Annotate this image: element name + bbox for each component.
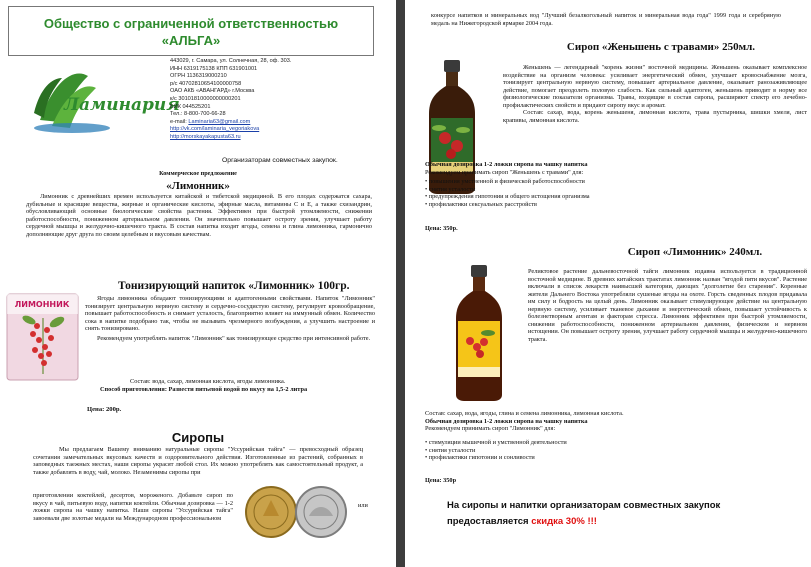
tonic-description-p2: Рекомендуем употреблять напиток "Лимонник" как тонизирующее средство при интенсивной работе.: [97, 334, 371, 342]
left-page: [0, 0, 396, 567]
limonnik-title: «Лимонник»: [166, 180, 230, 192]
organizers-note: Организаторам совместных закупок.: [222, 157, 338, 164]
ginseng-description: [503, 64, 807, 124]
list-item: • снятия усталости: [425, 186, 805, 194]
tonic-description-p1: Ягоды лимонника обладают тонизирующими и адаптогенными свойствами. Напиток "Лимонник" тонизирует центральную нервную систему и сердечно-сосудистую систему, регулирует кровообращение, повышает работоспособность и снимает усталость, благоприятно влияет на иммунный обмен. Количество сока в напитке подобрано так, чтобы не вызывать чрезмерного возбуждения, а улучшить настроение и снять тонизировано.: [85, 295, 375, 333]
contest-text: конкурсе напитков и минеральных вод "Лучший безалкогольный напиток и минеральная вода года" 1999 года и серебряную медаль на Нижегородской ярмарке 2004 года.: [431, 12, 781, 27]
site-link[interactable]: http://morskayakapusta63.ru: [170, 133, 241, 140]
list-item: • профилактики сексуальных расстройств: [425, 201, 805, 209]
company-header-box: [8, 6, 374, 56]
logo-text: Ламинария: [64, 95, 180, 115]
discount-line1: На сиропы и напитки организаторам совместных закупок: [447, 500, 721, 511]
email-line: [170, 119, 370, 127]
phone-line: Тел.: 8-800-700-66-28: [170, 111, 226, 118]
limonnik-syrup-title: Сироп «Лимонник» 240мл.: [627, 246, 763, 258]
ginseng-composition: Состав: сахар, вода, корень женьшеня, лимонная кислота, трава пустырника, шишки хмеля, лист крапивы, лимонная кислота.: [503, 109, 807, 124]
ginseng-description-p1: Женьшень — легендарный "корень жизни" восточной медицины. Женьшень оказывает комплексное воздействие на организм человека: усиливает энергетический обмен, улучшает кровоснабжение мозга, тонизирует центральную нервную систему, повышает артериальное давление, оказывает ранозаживляющее действие, помогает преодолеть половую слабость. Как сильный адаптоген, женьшень приводит в норму все физиологические показатели организма. Травы, входящие в состав сиропа, расширяют спектр его лечебно-профилактических свойств и придают сиропу вкус и аромат.: [503, 64, 807, 109]
vk-link[interactable]: http://vk.com/laminaria_vegoriakova: [170, 126, 260, 133]
ginseng-price: Цена: 350р.: [425, 225, 458, 232]
limonnik-syrup-dosage: Обычная дозировка 1-2 ложки сиропа на чашку напитка: [425, 417, 588, 425]
offer-label: Коммерческое предложение: [159, 170, 237, 177]
bik-line: БИК 044525201: [170, 103, 211, 110]
address-line: 443029, г. Самара, ул. Солнечная, 28, оф. 303.: [170, 58, 292, 64]
ogrn-line: ОГРН 1136319000210: [170, 73, 227, 80]
company-requisites: [170, 58, 370, 142]
tonic-description: [85, 295, 375, 342]
bank-line: ОАО АКБ «АВАНГАРД» г.Москва: [170, 88, 255, 95]
syrups-description-or: или: [358, 502, 368, 509]
package-label: ЛИМОННИК: [14, 300, 70, 309]
ginseng-dosage: Обычная дозировка 1-2 ложки сиропа на чашку напитка: [425, 161, 588, 168]
tonic-price: Цена: 200р.: [87, 406, 122, 413]
tonic-composition: Состав: вода, сахар, лимонная кислота, ягоды лимонника.: [130, 378, 286, 385]
right-page: [405, 0, 811, 567]
medals-image: [243, 482, 351, 542]
list-item: • повышения умственной и физической работоспособности: [425, 178, 805, 186]
ginseng-benefits-list: [425, 178, 805, 208]
discount-text: предоставляется: [447, 516, 529, 527]
list-item: • предупреждения гипотонии и общего истощения организма: [425, 193, 805, 201]
tonic-package-image: [5, 292, 80, 382]
discount-highlight: скидка 30% !!!: [531, 516, 597, 527]
tonic-drink-title: Тонизирующий напиток «Лимонник» 100гр.: [118, 280, 350, 292]
limonnik-syrup-composition: Состав: сахар, вода, ягоды, глина и семена лимонника, лимонная кислота.: [425, 410, 624, 417]
corr-account-line: к/с 30101810000000000201: [170, 95, 241, 102]
email-link[interactable]: Laminaria63@gmail.com: [188, 118, 251, 125]
account-line: р/с 40702810654100000758: [170, 80, 242, 87]
list-item: • снятия усталости: [425, 447, 805, 455]
company-name-line2: «АЛЬГА»: [161, 33, 221, 48]
email-label: e-mail:: [170, 118, 187, 125]
ginseng-recommend: Рекомендуем принимать сироп "Женьшень с травами" для:: [425, 168, 584, 176]
discount-line2: [447, 516, 797, 527]
company-name-line1: Общество с ограниченной ответственностью: [43, 16, 339, 31]
syrups-title: Сиропы: [171, 430, 225, 445]
inn-line: ИНН 6319175138 КПП 631901001: [170, 65, 258, 72]
limonnik-syrup-recommend: Рекомендуем принимать сироп "Лимонник" для:: [425, 425, 556, 433]
ginseng-syrup-title: Сироп «Женьшень с травами» 250мл.: [566, 41, 756, 53]
ginseng-dosage-block: [425, 161, 805, 176]
company-name: [9, 15, 373, 49]
limonnik-syrup-price: Цена: 350р: [425, 477, 457, 484]
list-item: • стимуляции мышечной и умственной деятельности: [425, 439, 805, 447]
limonnik-syrup-description: Реликтовое растение дальневосточной тайги лимонник издавна используется в традиционной восточной медицине. В древних китайских трактатах лимонник назван "ягодой пяти вкусов". Растение включали в список лекарств наивысшей категории, дающих "долголетие без старения". Коренные жители Дальнего Востока употребляли сушеные ягоды на охоте. Горсть сведенных плодов придавала им силу и бодрость на целый день. Лимонник оказывает стимулирующее действие на центральную нервную систему, усиливает тканевое дыхание и энергетический обмен, повышает устойчивость к болезнетворным агентам и факторам стресса. Лимонник эффективен при быстрой утомляемости, снижении работоспособности, пониженном артериальном давлении, физическом и нервном истощении. Он повышает остроту зрения, улучшает работу сердечной мышцы и желудочно-кишечного тракта.: [528, 268, 807, 343]
limonnik-syrup-composition-block: [425, 410, 805, 433]
syrups-description: Мы предлагаем Вашему вниманию натуральные сиропы "Уссурийская тайга" — превосходный образец сочетания замечательных вкусовых качеств и оздоровительного действия. Изготовленные из растений, собранных в заповедных таежных местах, наши сиропы украсят любой стол. Их можно употреблять как самостоятельный продукт, а также добавлять в воду, чай, молоко. Незаменимы сиропы при: [33, 446, 363, 476]
limonnik-bottle-image: [450, 263, 508, 403]
limonnik-description: Лимонник с древнейших времен используется китайской и тибетской медициной. В его плодах содержатся сахара, дубильные и красящие вещества, жирные и органические кислоты, эфирные масла, витамины С и Е, а также схизандрин, обусловливающий основные биологические свойства растения. Эффективен при быстрой утомляемости, снижении работоспособности, пониженном артериальном давлении. Он значительно повышает остроту зрения, улучшает работу сердечной мышцы и желудочно-кишечного тракта. В состав напитка входят ягоды, семена и глина лимонника, гармонично дополняющие друг друга по своим целебным и вкусовым качествам.: [26, 193, 372, 238]
limonnik-benefits-list: [425, 439, 805, 462]
syrups-description-continued: приготовлении коктейлей, десертов, мороженого. Добавьте сироп по вкусу в чай, питьевую воду, напитки коктейли. Обычная дозировка — 1-2 ложки сиропа на чашку напитка. Наши сиропы "Уссурийская тайга" завоевали две золотые медали на Международном профессиональном: [33, 492, 233, 522]
tonic-preparation-method: Способ приготовления: Развести питьевой водой по вкусу на 1,5-2 литра: [100, 386, 308, 393]
list-item: • профилактики гипотонии и сонливости: [425, 454, 805, 462]
